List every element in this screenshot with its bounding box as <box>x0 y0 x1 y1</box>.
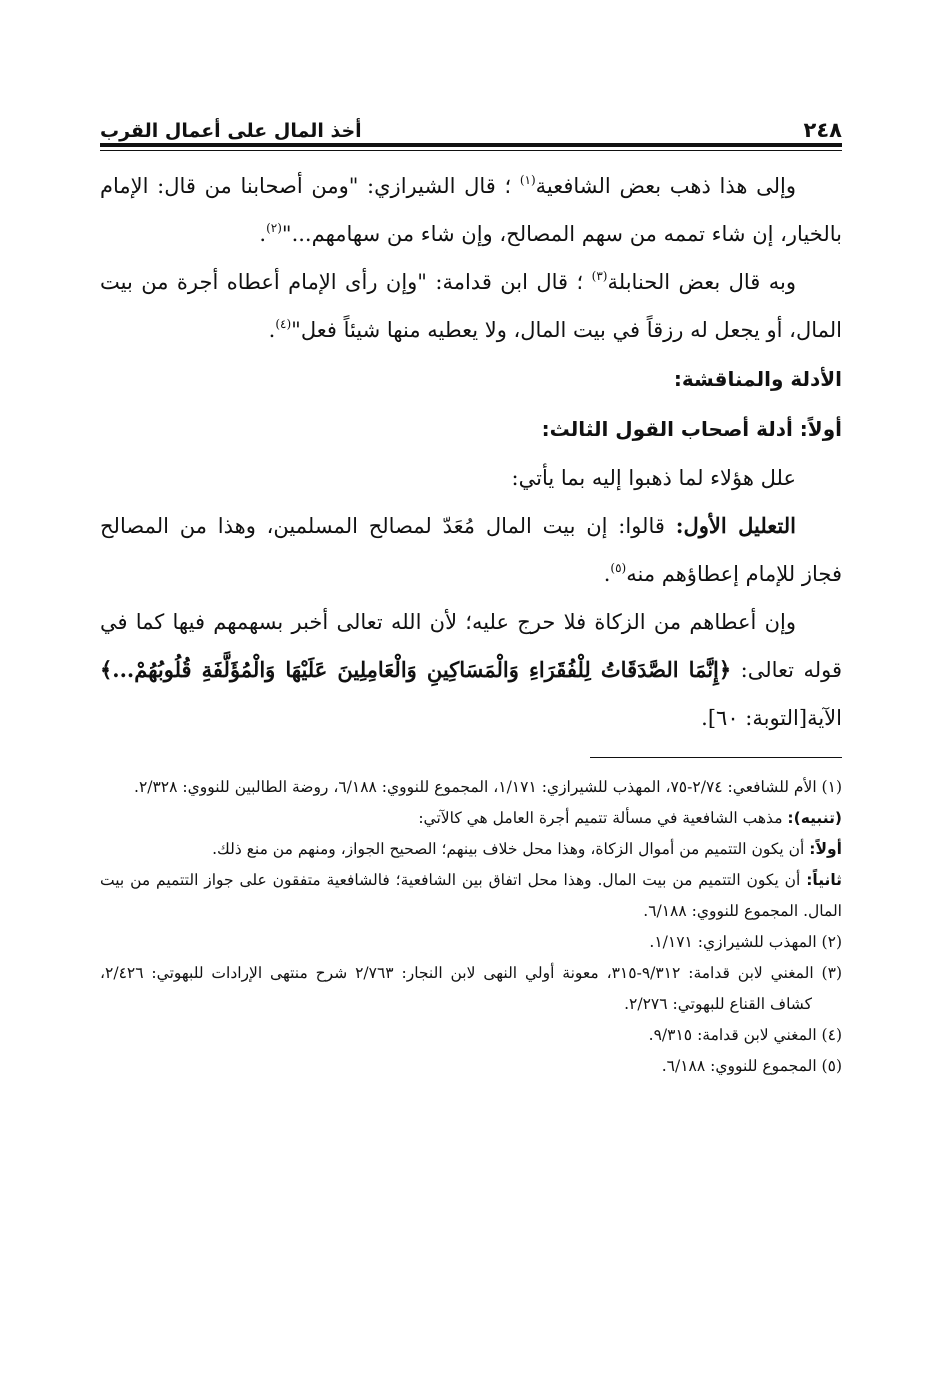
running-title: أخذ المال على أعمال القرب <box>100 120 362 142</box>
footnote-note-first: أولاً: أن يكون التتميم من أموال الزكاة، وهذا محل خلاف بينهم؛ الصحيح الجواز، ومنهم من منع ذلك. <box>212 840 842 858</box>
footnote-1: (١) الأم للشافعي: ٢/٧٤-٧٥، المهذب للشيرازي: ١/١٧١، المجموع للنووي: ٦/١٨٨، روضة الطالبين للنووي: ٢/٣٢٨. <box>134 778 842 796</box>
reason-label: التعليل الأول: <box>675 513 796 538</box>
paragraph-1: وإلى هذا ذهب بعض الشافعية$^{(١)}$ ؛ قال الشيرازي: "ومن أصحابنا من قال: الإمام بالخيار، إن شاء تممه من سهم المصالح، وإن شاء من سهامهم..."$^{(٢)}$. <box>100 173 842 246</box>
quran-verse: ﴿إِنَّمَا الصَّدَقَاتُ لِلْفُقَرَاءِ وَالْمَسَاكِينِ وَالْعَامِلِينَ عَلَيْهَا وَالْمُؤَلَّفَةِ قُلُوبُهُمْ...﴾ <box>100 657 732 682</box>
footnote-ref-4: (٤) <box>275 317 292 331</box>
header-rule-thin <box>100 150 842 151</box>
footnote-ref-1: (١) <box>519 173 536 187</box>
footnote-5: (٥) المجموع للنووي: ٦/١٨٨. <box>661 1057 842 1075</box>
footnote-4: (٤) المغني لابن قدامة: ٩/٣١٥. <box>648 1026 842 1044</box>
header-rule-thick <box>100 143 842 147</box>
footnote-2: (٢) المهذب للشيرازي: ١/١٧١. <box>649 933 842 951</box>
footnote-note-second: ثانياً: أن يكون التتميم من بيت المال. وهذا محل اتفاق بين الشافعية؛ فالشافعية متفقون على جواز التتميم من بيت المال. المجموع للنووي: ٦/١٨٨. <box>100 871 842 920</box>
footnote-3: (٣) المغني لابن قدامة: ٩/٣١٢-٣١٥، معونة أولي النهى لابن النجار: ٢/٧٦٣ شرح منتهى الإرادات للبهوتي: ٢/٤٢٦، كشاف القناع للبهوتي: ٢/٢٧٦. <box>100 964 842 1013</box>
paragraph-4: التعليل الأول: قالوا: إن بيت المال مُعَدّ لمصالح المسلمين، وهذا من المصالح فجاز للإمام إعطاؤهم منه$^{(٥)}$. <box>100 513 842 586</box>
footnote-ref-3: (٣) <box>591 269 608 283</box>
footnote-separator <box>590 757 842 758</box>
section-heading-first: أولاً: أدلة أصحاب القول الثالث: <box>541 417 842 441</box>
main-text <box>100 162 842 742</box>
section-heading-evidence: الأدلة والمناقشة: <box>673 367 842 391</box>
paragraph-5: وإن أعطاهم من الزكاة فلا حرج عليه؛ لأن الله تعالى أخبر بسهمهم فيها كما في قوله تعالى: ﴿إِنَّمَا الصَّدَقَاتُ لِلْفُقَرَاءِ وَالْمَسَاكِينِ وَالْعَامِلِينَ عَلَيْهَا وَالْمُؤَلَّفَةِ قُلُوبُهُمْ...﴾ الآية[التوبة: ٦٠]. <box>100 610 842 730</box>
paragraph-3: علل هؤلاء لما ذهبوا إليه بما يأتي: <box>511 466 796 490</box>
paragraph-2: وبه قال بعض الحنابلة$^{(٣)}$ ؛ قال ابن قدامة: "وإن رأى الإمام أعطاه أجرة من بيت المال، أو يجعل له رزقاً في بيت المال، ولا يعطيه منها شيئاً فعل"$^{(٤)}$. <box>100 269 842 342</box>
footnote-ref-5: (٥) <box>610 561 627 575</box>
running-header <box>100 106 842 142</box>
footnote-ref-2: (٢) <box>266 221 282 235</box>
footnote-note: (تنبيه): مذهب الشافعية في مسألة تتميم أجرة العامل هي كالآتي: <box>418 809 842 827</box>
page-number: ٢٤٨ <box>803 118 842 142</box>
footnotes <box>100 772 842 1082</box>
